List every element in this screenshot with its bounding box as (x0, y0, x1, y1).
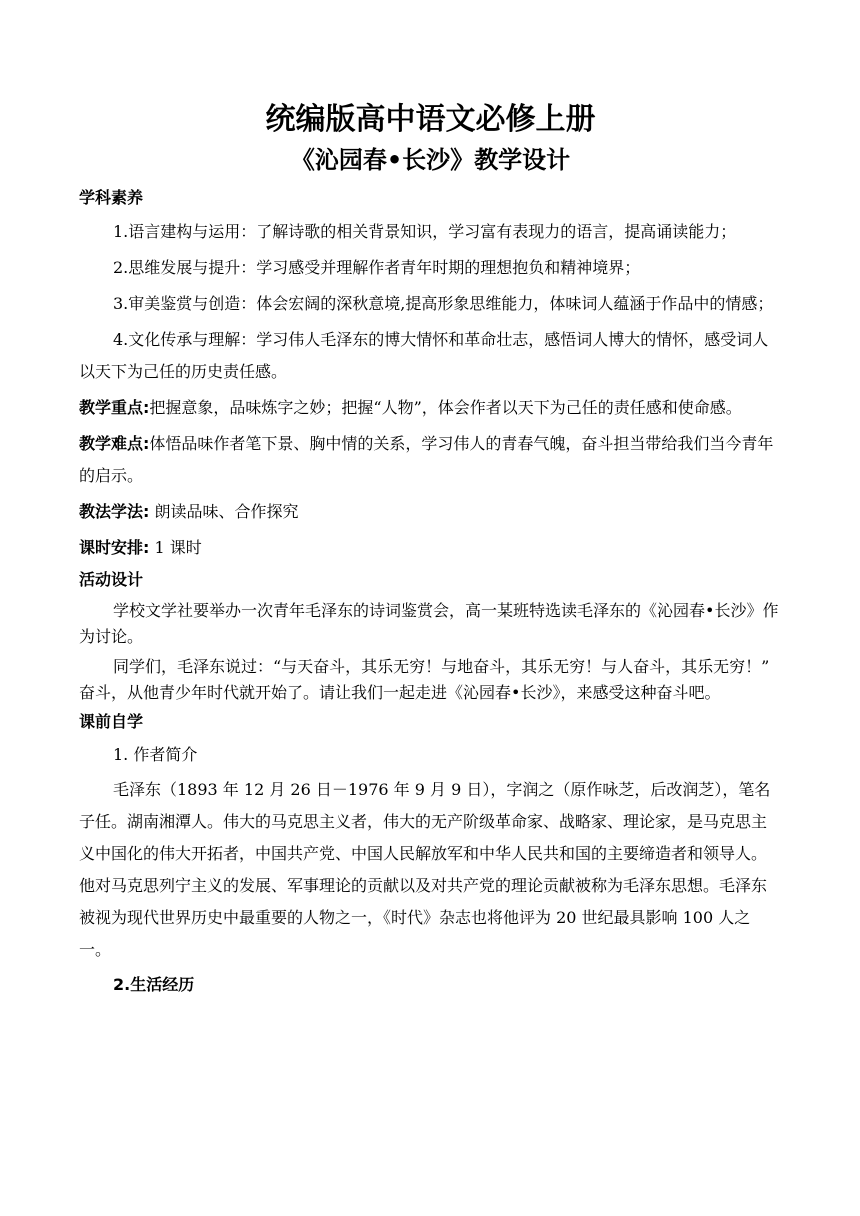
life-experience-title: 2.生活经历 (113, 975, 195, 994)
schedule-label: 课时安排: (79, 538, 150, 557)
difficulties-label: 教学难点: (79, 434, 150, 453)
document-title: 统编版高中语文必修上册 (265, 102, 596, 137)
activity-paragraph: 学校文学社要举办一次青年毛泽东的诗词鉴赏会，高一某班特选读毛泽东的《沁园春•长沙》作为讨论。 (79, 601, 779, 646)
literacy-heading: 学科素养 (79, 188, 144, 207)
activity-paragraph: 同学们，毛泽东说过：“与天奋斗，其乐无穷！与地奋斗，其乐无穷！与人奋斗，其乐无穷！” 奋斗，从他青少年时代就开始了。请让我们一起走进《沁园春•长沙》，来感受这种奋斗吧。 (79, 657, 770, 702)
schedule (79, 532, 782, 564)
key-points-label: 教学重点: (79, 398, 150, 417)
methods-label: 教法学法: (79, 502, 150, 521)
literacy-item: 2.思维发展与提升：学习感受并理解作者青年时期的理想抱负和精神境界； (113, 258, 641, 277)
key-points-text: 把握意象，品味炼字之妙；把握“人物”，体会作者以天下为己任的责任感和使命感。 (149, 398, 742, 417)
difficulties-text: 体悟品味作者笔下景、胸中情的关系，学习伟人的青春气魄，奋斗担当带给我们当今青年的启示。 (79, 434, 774, 485)
document-subtitle: 《沁园春•长沙》教学设计 (290, 146, 571, 174)
literacy-item: 1.语言建构与运用：了解诗歌的相关背景知识，学习富有表现力的语言，提高诵读能力； (113, 222, 737, 241)
author-intro-title: 1. 作者简介 (113, 745, 198, 764)
methods-text: 朗读品味、合作探究 (149, 502, 299, 521)
author-intro-text: 毛泽东（1893 年 12 月 26 日－1976 年 9 月 9 日），字润之（原作咏芝，后改润芝），笔名子任。湖南湘潭人。伟大的马克思主义者，伟大的无产阶级革命家、战略家、理论家，是马克思主义中国化的伟大开拓者，中国共产党、中国人民解放军和中华人民共和国的主要缔造者和领导人。他对马克思列宁主义的发展、军事理论的贡献以及对共产党的理论贡献被称为毛泽东思想。毛泽东被视为现代世界历史中最重要的人物之一，《时代》杂志也将他评为 20 世纪最具影响 100 人之一。 (79, 780, 771, 959)
activity-heading: 活动设计 (79, 570, 144, 589)
preview-heading: 课前自学 (79, 712, 144, 731)
schedule-text: 1 课时 (149, 538, 202, 557)
literacy-item: 4.文化传承与理解：学习伟人毛泽东的博大情怀和革命壮志，感悟词人博大的情怀，感受词人以天下为己任的历史责任感。 (79, 330, 769, 381)
difficulties (79, 428, 782, 492)
literacy-item: 3.审美鉴赏与创造：体会宏阔的深秋意境,提高形象思维能力，体味词人蕴涵于作品中的情感； (113, 294, 774, 313)
key-points (79, 392, 782, 424)
methods (79, 496, 782, 528)
